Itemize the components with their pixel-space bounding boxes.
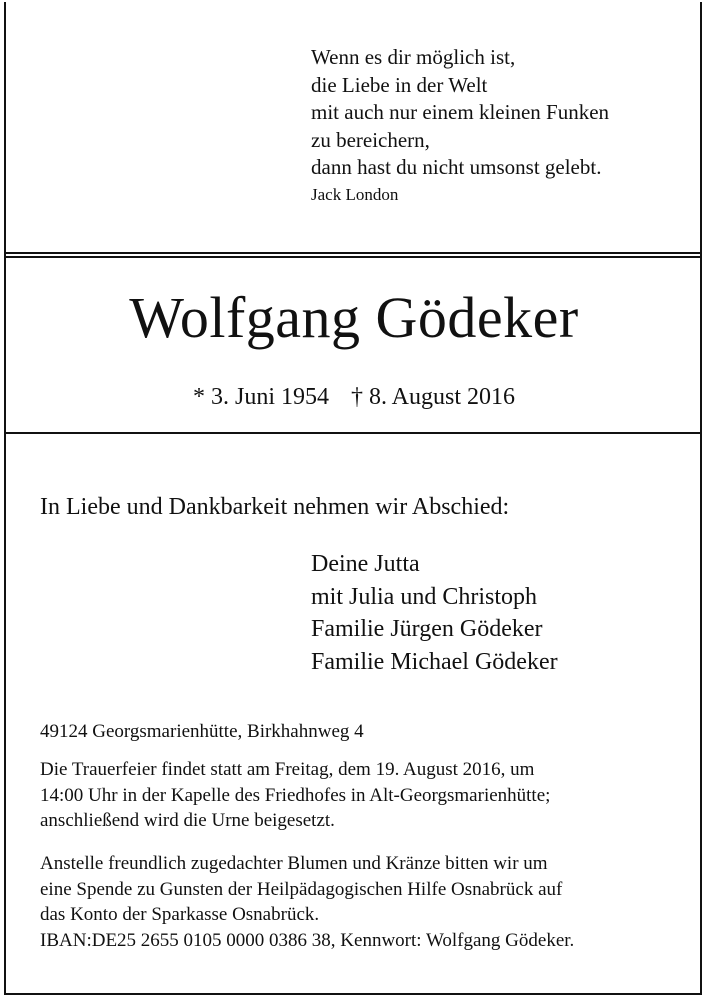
divider-top-2: [4, 256, 702, 258]
poem-author: Jack London: [311, 184, 399, 204]
text-line: eine Spende zu Gunsten der Heilpädagogischen Hilfe Osnabrück auf: [40, 878, 563, 900]
funeral-ceremony-text: [40, 757, 668, 834]
poem-line: dann hast du nicht umsonst gelebt.: [311, 155, 602, 179]
mourner-entry: Familie Michael Gödeker: [311, 648, 558, 675]
text-line: IBAN:DE25 2655 0105 0000 0386 38, Kennwort: Wolfgang Gödeker.: [40, 929, 575, 951]
poem-line: die Liebe in der Welt: [311, 72, 488, 97]
text-line: das Konto der Sparkasse Osnabrück.: [40, 904, 320, 925]
life-dates: [0, 380, 708, 414]
text-line: anschließend wird die Urne beigesetzt.: [40, 810, 335, 831]
poem-quote: [311, 44, 609, 208]
poem-line: zu bereichern,: [311, 127, 430, 152]
death-date: † 8. August 2016: [351, 384, 516, 410]
farewell-intro: In Liebe und Dankbarkeit nehmen wir Abschied:: [40, 494, 510, 520]
mourners-list: [311, 548, 558, 678]
text-line: Anstelle freundlich zugedachter Blumen und Kränze bitten wir um: [40, 853, 548, 874]
text-line: Die Trauerfeier findet statt am Freitag, dem 19. August 2016, um: [40, 759, 535, 780]
mourner-entry: Deine Jutta: [311, 551, 420, 577]
birth-date: * 3. Juni 1954: [192, 384, 329, 410]
donation-request-text: [40, 851, 668, 953]
divider-middle: [4, 432, 702, 434]
poem-line: Wenn es dir möglich ist,: [311, 45, 516, 69]
divider-top-1: [4, 252, 702, 254]
mourner-entry: mit Julia und Christoph: [311, 583, 538, 610]
deceased-name: Wolfgang Gödeker: [129, 285, 579, 350]
poem-line: mit auch nur einem kleinen Funken: [311, 100, 610, 124]
mourner-entry: Familie Jürgen Gödeker: [311, 616, 543, 642]
text-line: 14:00 Uhr in der Kapelle des Friedhofes in Alt-Georgsmarienhütte;: [40, 784, 551, 806]
family-address: 49124 Georgsmarienhütte, Birkhahnweg 4: [40, 721, 364, 742]
